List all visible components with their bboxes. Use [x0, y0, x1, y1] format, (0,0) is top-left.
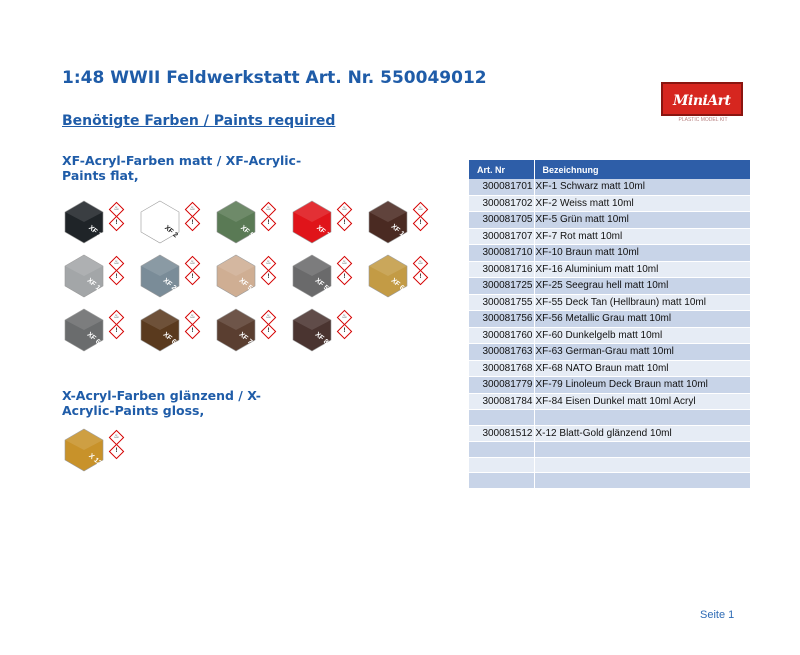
paint-swatch-image [290, 200, 334, 244]
paint-swatch-image [214, 254, 258, 298]
table-row [469, 457, 751, 473]
logo-subtext: PLASTIC MODEL KIT [678, 117, 728, 123]
table-row [469, 228, 751, 245]
table-row [469, 344, 751, 361]
hazard-icons [339, 312, 357, 340]
flame-hazard-icon: ♨ [413, 202, 429, 218]
exclamation-hazard-icon: ! [261, 270, 277, 286]
flame-hazard-icon: ♨ [261, 256, 277, 272]
table-row [469, 195, 751, 212]
paint-swatch [138, 306, 208, 354]
xf-group-title: XF-Acryl-Farben matt / XF-Acrylic-Paints flat, [62, 153, 302, 183]
art-nr-cell: 300081701 [469, 179, 534, 195]
swatch-label: XF 7 [315, 224, 331, 240]
swatch-label: XF 55 [237, 277, 257, 295]
flame-hazard-icon: ♨ [413, 256, 429, 272]
table-row [469, 473, 751, 489]
exclamation-hazard-icon: ! [185, 270, 201, 286]
paint-swatch-image [62, 308, 106, 352]
exclamation-hazard-icon: ! [337, 270, 353, 286]
table-row [469, 442, 751, 458]
art-nr-cell: 300081763 [469, 344, 534, 361]
art-nr-cell: 300081768 [469, 360, 534, 377]
art-nr-cell [469, 473, 534, 489]
paint-swatch [214, 198, 284, 246]
paint-swatch [62, 306, 132, 354]
hazard-icons [415, 258, 433, 286]
table-row [469, 425, 751, 442]
header-bezeichnung: Bezeichnung [534, 160, 751, 179]
swatch-label: XF 84 [313, 331, 333, 349]
exclamation-hazard-icon: ! [337, 324, 353, 340]
art-nr-cell [469, 442, 534, 458]
art-nr-cell: 300081779 [469, 377, 534, 394]
swatch-label: XF 63 [85, 331, 105, 349]
paint-swatch-image [214, 308, 258, 352]
table-row [469, 360, 751, 377]
swatch-label: XF 25 [161, 277, 181, 295]
hazard-icons [263, 204, 281, 232]
hazard-icons [263, 312, 281, 340]
exclamation-hazard-icon: ! [109, 324, 125, 340]
table-row [469, 377, 751, 394]
art-nr-cell: 300081755 [469, 294, 534, 311]
bezeichnung-cell: XF-2 Weiss matt 10ml [534, 195, 751, 212]
brand-logo [661, 82, 745, 123]
page-number: Seite 1 [700, 609, 735, 621]
hazard-icons [187, 204, 205, 232]
paint-swatch [366, 198, 436, 246]
paint-swatch [290, 252, 360, 300]
flame-hazard-icon: ♨ [337, 310, 353, 326]
bezeichnung-cell: XF-10 Braun matt 10ml [534, 245, 751, 262]
swatch-label: XF 56 [313, 277, 333, 295]
flame-hazard-icon: ♨ [185, 256, 201, 272]
hazard-icons [111, 432, 129, 460]
exclamation-hazard-icon: ! [185, 324, 201, 340]
logo-text: MiniArt [673, 93, 731, 109]
bezeichnung-cell: XF-79 Linoleum Deck Braun matt 10ml [534, 377, 751, 394]
paint-table-wrapper [469, 160, 751, 489]
bezeichnung-cell: XF-25 Seegrau hell matt 10ml [534, 278, 751, 295]
hazard-icons [187, 258, 205, 286]
swatch-label: XF 10 [389, 223, 409, 241]
paint-swatch-image [366, 200, 410, 244]
art-nr-cell: 300081512 [469, 425, 534, 442]
bezeichnung-cell: X-12 Blatt-Gold glänzend 10ml [534, 425, 751, 442]
bezeichnung-cell: XF-7 Rot matt 10ml [534, 228, 751, 245]
bezeichnung-cell: XF-16 Aluminium matt 10ml [534, 261, 751, 278]
bezeichnung-cell: XF-84 Eisen Dunkel matt 10ml Acryl [534, 393, 751, 410]
paint-swatch-image [138, 254, 182, 298]
paint-swatch [138, 198, 208, 246]
art-nr-cell: 300081710 [469, 245, 534, 262]
exclamation-hazard-icon: ! [261, 216, 277, 232]
paint-swatch-image [290, 308, 334, 352]
exclamation-hazard-icon: ! [337, 216, 353, 232]
flame-hazard-icon: ♨ [109, 202, 125, 218]
bezeichnung-cell [534, 457, 751, 473]
exclamation-hazard-icon: ! [109, 216, 125, 232]
exclamation-hazard-icon: ! [109, 444, 125, 460]
bezeichnung-cell: XF-60 Dunkelgelb matt 10ml [534, 327, 751, 344]
table-row [469, 393, 751, 410]
paint-swatch-image [138, 308, 182, 352]
paint-swatch-image [62, 200, 106, 244]
art-nr-cell: 300081756 [469, 311, 534, 328]
paint-swatch-image [62, 428, 106, 472]
table-row [469, 278, 751, 295]
paint-swatch-image [366, 254, 410, 298]
page-title: 1:48 WWII Feldwerkstatt Art. Nr. 550049012 [62, 68, 487, 88]
paint-swatch [138, 252, 208, 300]
paint-swatch-image [214, 200, 258, 244]
hazard-icons [111, 312, 129, 340]
table-header-row [469, 160, 751, 179]
paint-swatch [366, 252, 436, 300]
bezeichnung-cell [534, 442, 751, 458]
art-nr-cell: 300081725 [469, 278, 534, 295]
paint-swatch-image [290, 254, 334, 298]
hazard-icons [187, 312, 205, 340]
table-row [469, 179, 751, 195]
bezeichnung-cell: XF-55 Deck Tan (Hellbraun) matt 10ml [534, 294, 751, 311]
art-nr-cell: 300081716 [469, 261, 534, 278]
art-nr-cell: 300081702 [469, 195, 534, 212]
flame-hazard-icon: ♨ [109, 256, 125, 272]
bezeichnung-cell: XF-56 Metallic Grau matt 10ml [534, 311, 751, 328]
paint-swatch-image [138, 200, 182, 244]
hazard-icons [111, 258, 129, 286]
flame-hazard-icon: ♨ [337, 256, 353, 272]
table-body [469, 179, 751, 488]
bezeichnung-cell: XF-68 NATO Braun matt 10ml [534, 360, 751, 377]
art-nr-cell [469, 410, 534, 426]
swatch-label: X 12 [87, 452, 103, 468]
swatch-label: XF 1 [87, 224, 103, 240]
art-nr-cell: 300081707 [469, 228, 534, 245]
table-row [469, 212, 751, 229]
flame-hazard-icon: ♨ [185, 310, 201, 326]
paint-swatch [62, 252, 132, 300]
flame-hazard-icon: ♨ [109, 430, 125, 446]
hazard-icons [263, 258, 281, 286]
paint-table [469, 160, 751, 489]
x-group-title: X-Acryl-Farben glänzend / X-Acrylic-Paints gloss, [62, 388, 261, 418]
bezeichnung-cell: XF-1 Schwarz matt 10ml [534, 179, 751, 195]
exclamation-hazard-icon: ! [185, 216, 201, 232]
table-row [469, 327, 751, 344]
bezeichnung-cell [534, 473, 751, 489]
flame-hazard-icon: ♨ [109, 310, 125, 326]
hazard-icons [415, 204, 433, 232]
paint-swatch [214, 306, 284, 354]
art-nr-cell [469, 457, 534, 473]
swatch-label: XF 79 [237, 331, 257, 349]
art-nr-cell: 300081784 [469, 393, 534, 410]
paint-swatch [214, 252, 284, 300]
art-nr-cell: 300081760 [469, 327, 534, 344]
flame-hazard-icon: ♨ [185, 202, 201, 218]
swatch-label: XF 60 [389, 277, 409, 295]
paint-swatch-image [62, 254, 106, 298]
header-art-nr: Art. Nr [469, 160, 534, 179]
bezeichnung-cell: XF-5 Grün matt 10ml [534, 212, 751, 229]
table-row [469, 311, 751, 328]
table-row [469, 261, 751, 278]
exclamation-hazard-icon: ! [109, 270, 125, 286]
hazard-icons [111, 204, 129, 232]
section-title: Benötigte Farben / Paints required [62, 113, 336, 129]
flame-hazard-icon: ♨ [261, 310, 277, 326]
flame-hazard-icon: ♨ [337, 202, 353, 218]
swatch-label: XF 2 [163, 224, 179, 240]
exclamation-hazard-icon: ! [413, 270, 429, 286]
swatch-label: XF 16 [85, 277, 105, 295]
flame-hazard-icon: ♨ [261, 202, 277, 218]
paint-swatch [62, 426, 132, 474]
table-row [469, 245, 751, 262]
paint-swatch [62, 198, 132, 246]
table-row [469, 294, 751, 311]
paint-swatch [290, 198, 360, 246]
hazard-icons [339, 204, 357, 232]
bezeichnung-cell [534, 410, 751, 426]
bezeichnung-cell: XF-63 German-Grau matt 10ml [534, 344, 751, 361]
hazard-icons [339, 258, 357, 286]
swatch-label: XF 68 [161, 331, 181, 349]
exclamation-hazard-icon: ! [261, 324, 277, 340]
exclamation-hazard-icon: ! [413, 216, 429, 232]
art-nr-cell: 300081705 [469, 212, 534, 229]
table-row [469, 410, 751, 426]
paint-swatch [290, 306, 360, 354]
logo-badge [661, 82, 743, 116]
swatch-label: XF 5 [239, 224, 255, 240]
